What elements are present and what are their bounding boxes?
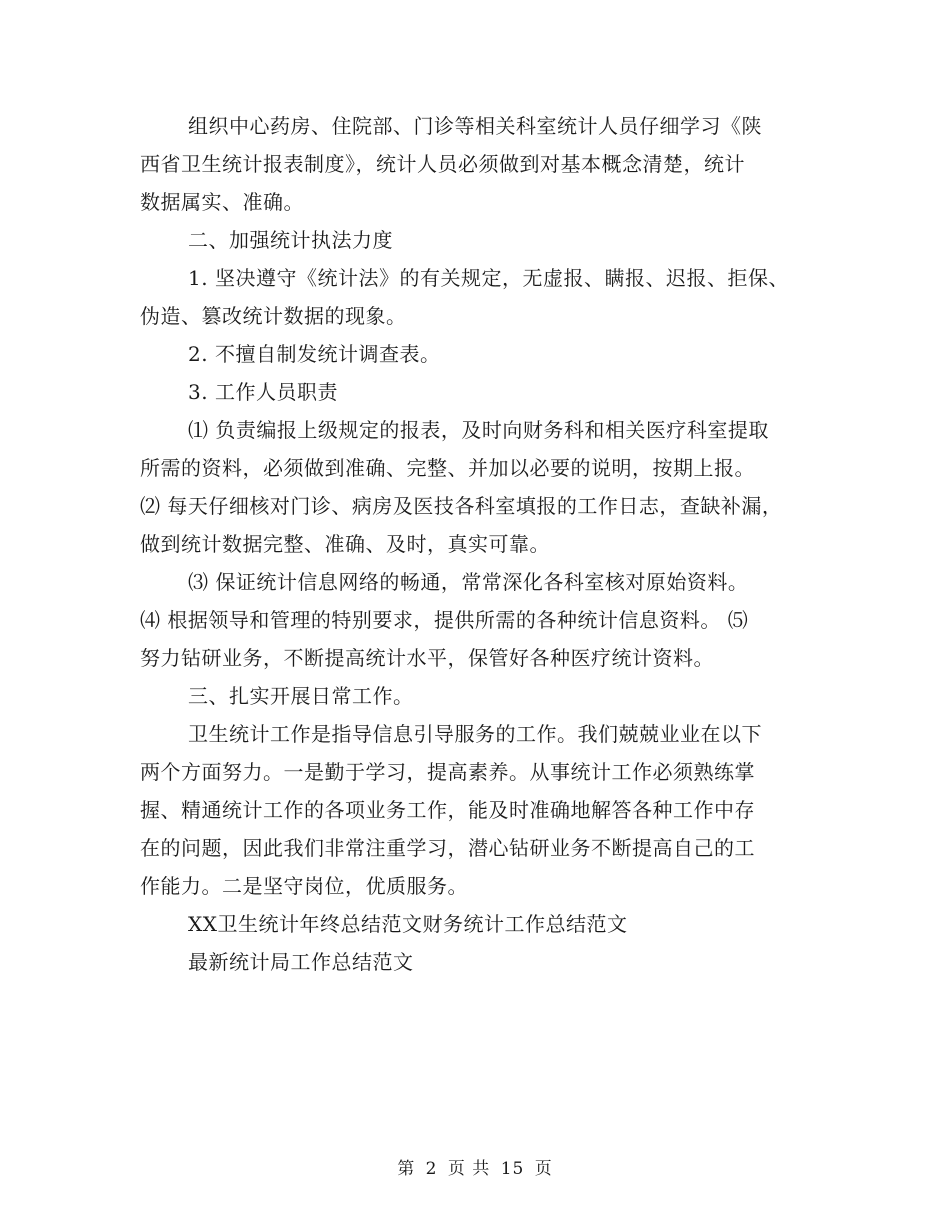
text-line: 西省卫生统计报表制度》，统计人员必须做到对基本概念清楚，统计: [140, 152, 745, 176]
text-line: 1. 坚决遵守《统计法》的有关规定，无虚报、瞒报、迟报、拒保、: [188, 266, 789, 290]
text-line: ⑴ 负责编报上级规定的报表，及时向财务科和相关医疗科室提取: [188, 418, 769, 442]
footer-middle: 页 共: [447, 1159, 491, 1179]
text-line: ⑷ 根据领导和管理的特别要求，提供所需的各种统计信息资料。 ⑸: [140, 608, 749, 632]
text-line: 作能力。二是坚守岗位，优质服务。: [140, 874, 468, 898]
text-line: 伪造、篡改统计数据的现象。: [140, 304, 407, 328]
section-heading: 二、加强统计执法力度: [188, 228, 393, 252]
text-line: 努力钻研业务，不断提高统计水平，保管好各种医疗统计资料。: [140, 646, 714, 670]
text-line: 数据属实、准确。: [140, 190, 304, 214]
text-line: 2. 不擅自制发统计调查表。: [188, 342, 441, 366]
text-line: 所需的资料，必须做到准确、完整、并加以必要的说明，按期上报。: [140, 456, 755, 480]
text-line: 卫生统计工作是指导信息引导服务的工作。我们兢兢业业在以下: [188, 722, 762, 746]
footer-suffix: 页: [534, 1159, 553, 1179]
text-line: 握、精通统计工作的各项业务工作，能及时准确地解答各种工作中存: [140, 798, 755, 822]
total-pages: 15: [500, 1159, 525, 1179]
text-line: 在的问题，因此我们非常注重学习，潜心钻研业务不断提高自己的工: [140, 836, 755, 860]
text-line: ⑵ 每天仔细核对门诊、病房及医技各科室填报的工作日志，查缺补漏，: [140, 494, 783, 518]
text-line: 组织中心药房、住院部、门诊等相关科室统计人员仔细学习《陕: [188, 114, 762, 138]
page-footer: [0, 1154, 950, 1179]
section-heading: 三、扎实开展日常工作。: [188, 684, 414, 708]
related-link-text: 最新统计局工作总结范文: [188, 950, 414, 974]
text-line: 3. 工作人员职责: [188, 380, 338, 404]
footer-prefix: 第: [397, 1159, 416, 1179]
text-line: 两个方面努力。一是勤于学习，提高素养。从事统计工作必须熟练掌: [140, 760, 755, 784]
related-link-text: XX卫生统计年终总结范文财务统计工作总结范文: [188, 912, 628, 936]
current-page-number: 2: [425, 1159, 438, 1179]
text-line: 做到统计数据完整、准确、及时，真实可靠。: [140, 532, 550, 556]
text-line: ⑶ 保证统计信息网络的畅通，常常深化各科室核对原始资料。: [188, 570, 749, 594]
